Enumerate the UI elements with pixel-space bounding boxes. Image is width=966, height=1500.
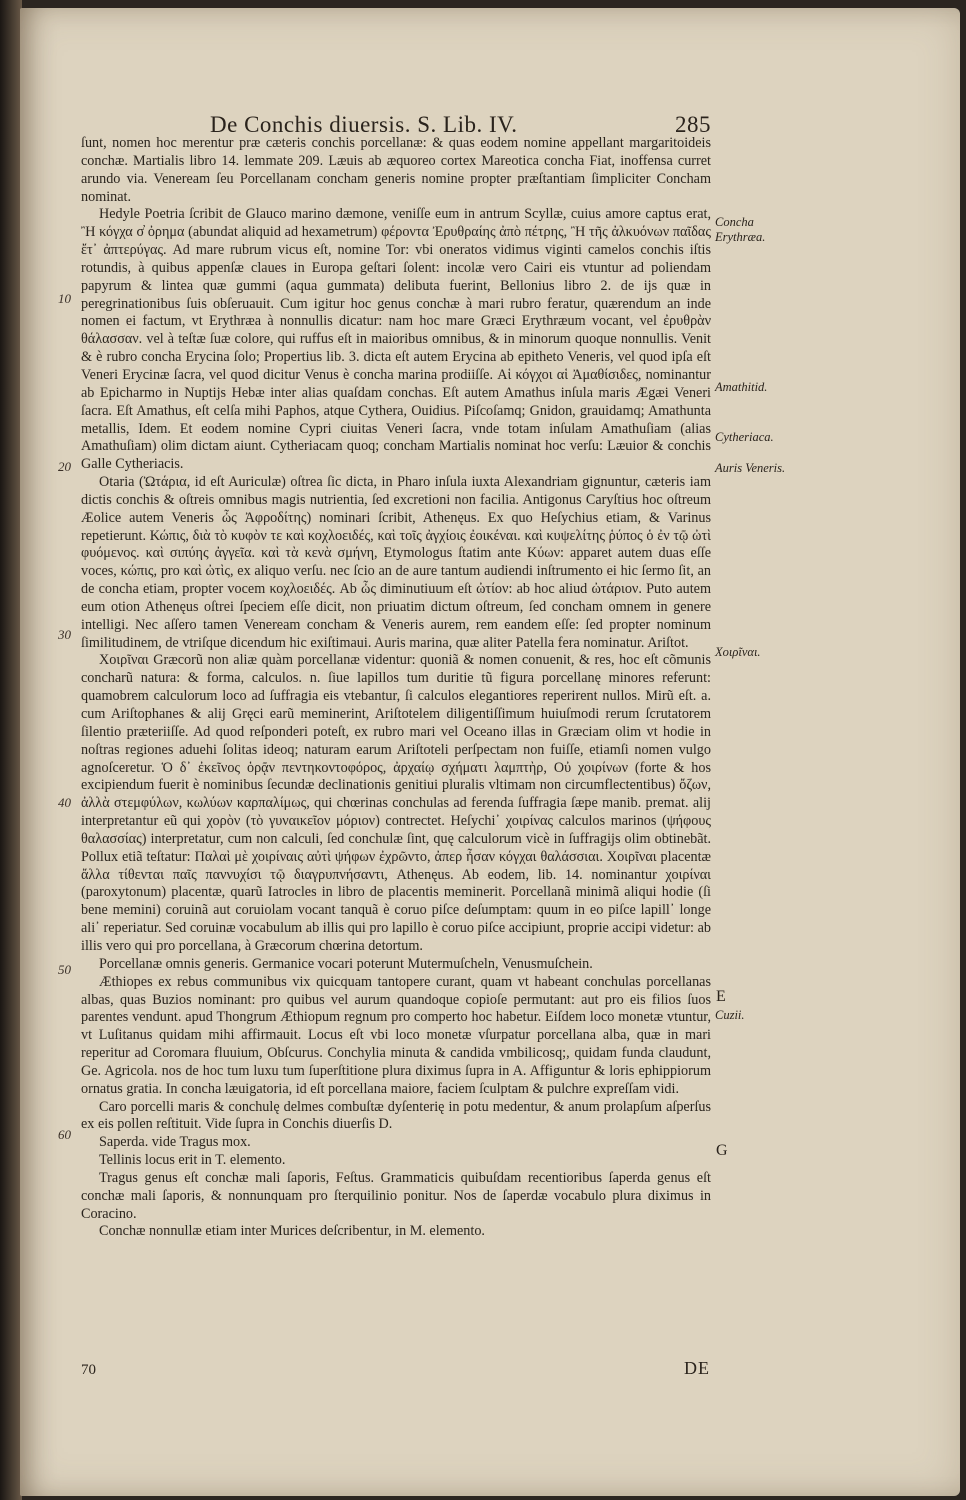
line-number: 10 (58, 291, 71, 306)
book-gutter (0, 0, 22, 1500)
line-number: 60 (58, 1127, 71, 1142)
catchword: DE (684, 1358, 710, 1378)
paragraph-conchae: Conchæ nonnullæ etiam inter Murices deſcribentur, in M. elemento. (99, 1223, 485, 1240)
page-number: 285 (675, 112, 711, 137)
paragraph-tellinis: Tellinis locus erit in T. elemento. (99, 1152, 286, 1169)
line-number: 40 (58, 795, 71, 810)
line-number: 20 (58, 459, 71, 474)
marginal-note-cytheriaca: Cytheriaca. (715, 430, 774, 444)
marginal-note-amathitides: Amathitid. (715, 380, 768, 394)
line-number: 30 (58, 627, 71, 642)
marginal-note-auris-veneris: Auris Veneris. (715, 461, 786, 475)
header-title: De Conchis diuersis. S. Lib. IV. (210, 112, 518, 137)
paragraph-hedyle: Hedyle Poetria ſcribit de Glauco marino dæmone, veniſſe eum in antrum Scyllæ, cuius amore captus erat, Ἢ κόγχα σ̓ ὀρημα (abundat aliquid ad hexametrum) φέροντα Ἐρυθραίης ἀπὸ πέτρης, Ἢ τῆς ἀλκυόνων παῖδας ἔτ᾽ ἀπτερύγας. Ad mare rubrum vicus eſt, nomine Tor: vbi oneratos vidimus viginti camelos conchis iſtis rotundis, à quibus appenſæ claues in Europa geſtari ſolent: incolæ vero Cairi eis vtuntur ad poliendam papyrum & lintea quæ gummi (aqua gummata) delibuta fuerint, Bellonius libro 2. de ijs quæ in peregrinationibus ſuis obſeruauit. Cum igitur hoc genus conchæ à mari rubro feratur, quærendum an inde nomen ei factum, vt Erythræa à nonnullis dicatur: nam hoc mare Græci Erythræum vocant, vel ἐρυθρὰν θάλασσαν. vel à teſtæ ſuæ colore, qui ruffus eſt in maioribus omnibus, & in minorum quoque nonnullis. Venit & è rubro concha Erycina ſolo; Propertius lib. 3. dicta eſt autem Erycina ab epitheto Veneris, vel quod ipſa eſt Veneri Erycinæ ſacra, vel quod dicitur Venus è concha marina prodiiſſe. Αἱ κόγχοι αἱ Ἀμαθίσιδες, nominantur ab Epicharmo in Nuptijs Hebæ inter alias quaſdam conchas. Eſt autem Amathus inſula maris Ægæi Veneri ſacra. Eſt Amathus, eſt celſa mihi Paphos, atque Cythera, Ouidius. Piſcoſamq; Gnidon, grauidamq; Amathunta metallis, Idem. Et eodem nomine Cypri ciuitas Veneri ſacra, vnde totam inſulam Amathuſiam (alias Amathuſiam) olim dictam aiunt. Cytheriacam quoq; concham Martialis nominat hoc verſu: Læuior & conchis Galle Cytheriacis. (81, 206, 711, 473)
paragraph-saperda: Saperda. vide Tragus mox. (99, 1134, 251, 1151)
signature-mark: 70 (81, 1362, 96, 1378)
paragraph-aethiopes: Æthiopes ex rebus communibus vix quicquam tantopere curant, quam vt habeant conchulas porcellanas albas, quas Buzios nominant: pro quibus vel aurum quandoque copioſe permutant: aut pro eis filios ſuos parentes vendunt. apud Thongrum Æthiopum regnum pro comperto hoc habetur. Eiſdem loco monetæ vtuntur, vt Luſitanus quidam mihi affirmauit. Locus eſt vbi loco monetæ vſurpatur porcellana alba, quæ in mari reperitur ad Coromara fluuium, Obſcurus. Conchylia minuta & candida vmbilicosq;, quidam funda claudunt, Ge. Agricola. nos de hoc tum luxu tum ſuperſtitione plura diximus ſupra in A. Affiguntur & loris ephippiorum ornatus gratia. In concha læuigatoria, id eſt porcellana maiore, faciem ſculptam & pulchre expreſſam vidi. (81, 973, 711, 1097)
paragraph-porcellanae: ſunt, nomen hoc merentur præ cæteris conchis porcellanæ: & quas eodem nomine appellant margaritoideis conchæ. Martialis libro 14. lemmate 209. Læuis ab æquoreo cortex Mareotica concha Fiat, inoffensa curret arundo via. Veneream ſeu Porcellanam concham generis nomine propter præſtantiam ſimpliciter Concham nominat. (81, 135, 711, 205)
marginal-note-choerinae: Χοιρῖναι. (715, 645, 761, 659)
paragraph-otaria: Otaria (Ὠτάρια, id eſt Auriculæ) oſtrea ſic dicta, in Pharo inſula iuxta Alexandriam gignuntur, cæteris iam dictis conchis & oſtreis omnibus magis nutrientia, ſed excretioni non facilia. Antigonus Caryſtius hoc oſtreum Æolice autem Veneris ὦς Ἀφροδίτης) nominari ſcribit, Athenęus. Ex quo Heſychius etiam, & Varinus repetierunt. Κώπις, διὰ τὸ κυφὸν τε καὶ κοχλοειδές, καὶ τοῖς ἀγχίοις ἐοικέναι. καὶ κυψελίτης ῥύπος ὁ ἐν τῷ ὠτὶ φυόμενος. καὶ σιπύης ἀγγεῖα. καὶ τὰ κενὰ σμήνη, Etymologus ſtatim ante Κύων: apparet autem duas eſſe voces, κώπις, pro καὶ ὠτὶς, ex aliquo verſu. nec ſcio an de aure tantum audiendi inſtrumento ei hic ſermo ſit, an de concha etiam, propter vocem κοχλοειδές. Ab ὦς diminutiuum eſt ὠτίον: ab hoc aliud ὠτάριον. Puto autem eum otion Athenęus oſtrei ſpeciem eſſe dicit, non priuatim dictum oſtreum, ſed concham omnem in genere intelligi. Nec aſſero tamen Veneream concham & Veneris aurem, rem eandem eſſe: ſed propter nominum ſimilitudinem, de vtriſque dicendum hic exiſtimaui. Auris marina, quæ aliter Patella fera nominatur. Ariſtot. (81, 474, 711, 651)
paragraph-german-names: Porcellanæ omnis generis. Germanice vocari poterunt Mutermuſcheln, Venusmuſchein. (99, 955, 593, 972)
paragraph-choerinae: Χοιρῖναι Græcorũ non aliæ quàm porcellanæ videntur: quoniã & nomen conuenit, & res, hoc eſt cõmunis concharũ natura: & forma, calculos. n. ſiue lapillos tum duritie tũ figura porcellanę minores referunt: quamobrem calculorum loco ad ſuffragia eis vtebantur, ſi calculos elegantiores reperirent nullos. Mirũ eſt. a. cum Ariſtophanes & alij Gręci earũ meminerint, Ariſtotelem diligentiſſimum huiuſmodi rerum ſcrutatorem ſilentio præteriiſſe. Ad quod reſponderi poteſt, ex rubro mari vel Oceano illas in Græciam olim vt hodie in noſtras regiones aduehi ſolitas ideoq; naturam earum Ariſtoteli perſpectam non fuiſſe, etiamſi nomen vulgo agnoſceretur. Ὁ δ᾽ ἐκεῖνος ὁρᾷν πεντηκοντοφόρος, ἀρχαίῳ σχήματι λαμπτὴρ, Οὐ χοιρίνων (forte & hos excipiendum fuerit è nominibus ſecundæ declinationis genitiui pluralis vltimam non circumflectentibus) ὄζων, ἀλλὰ στεμφύλων, κωλύων καρπαλίμως, qui chœrinas conchulas ad ferenda ſuffragia ſæpe manib. premat. alij interpretantur eũ qui χορὸν (τὸ γυναικεῖον μόριον) contrectet. Heſychi᾽ χοιρίνας calculos marinos (ψήφους θαλασσίας) interpretatur, cum non calculi, ſed conchulæ ſint, quę calculorum vicè in ſuffragijs olim obtinebãt. Pollux etiã teſtatur: Παλαὶ μὲ χοιρίναις αὐτὶ ψήφων ἐχρῶντο, ἀπερ ἦσαν κόγχαι θαλάσσιαι. Χοιρῖναι placentæ ἄλλα τίθενται παῖς παννυχίσι τῷ διαγρυπνήσαντι, Athenęus. Ab eodem, lib. 14. nominantur χοιρίναι (paroxytonum) placentæ, quarũ Iatrocles in libro de placentis meminerit. Porcellanã minimã aliqui hodie (ſi bene memini) coruinã aut coruiolam vocant tanquã è coruo piſce deſumptam: quum in eo piſce lapill᾽ longe ali᾽ reperiatur. Sed coruinæ vocabulum ab illis qui pro lapillo è coruo piſce accipiunt, proprie accipi videtur: ab illis vero qui pro porcellana, à Græcorum chœrina detortum. (81, 652, 711, 954)
section-letter-e: E (716, 988, 726, 1005)
paragraph-tragus: Tragus genus eſt conchæ mali ſaporis, Feſtus. Grammaticis quibuſdam recentioribus ſaperda genus eſt conchæ mali ſaporis, & nonnunquam pro ſterquilinio ponitur. Nos de ſaperdæ vocabulo plura diximus in Coracino. (81, 1169, 711, 1222)
main-text (81, 135, 711, 1241)
marginal-note-cuzii: Cuzii. (715, 1008, 745, 1022)
paragraph-caro: Caro porcelli maris & conchulę delmes combuſtæ dyſenterię in potu medentur, & anum prolapſum aſperſus ex eis pollen reſtituit. Vide ſupra in Conchis diuerſis D. (81, 1098, 711, 1133)
line-number: 50 (58, 962, 71, 977)
marginal-note-concha-erythraea: Concha Erythræa. (715, 215, 766, 244)
section-letter-g: G (716, 1142, 728, 1159)
